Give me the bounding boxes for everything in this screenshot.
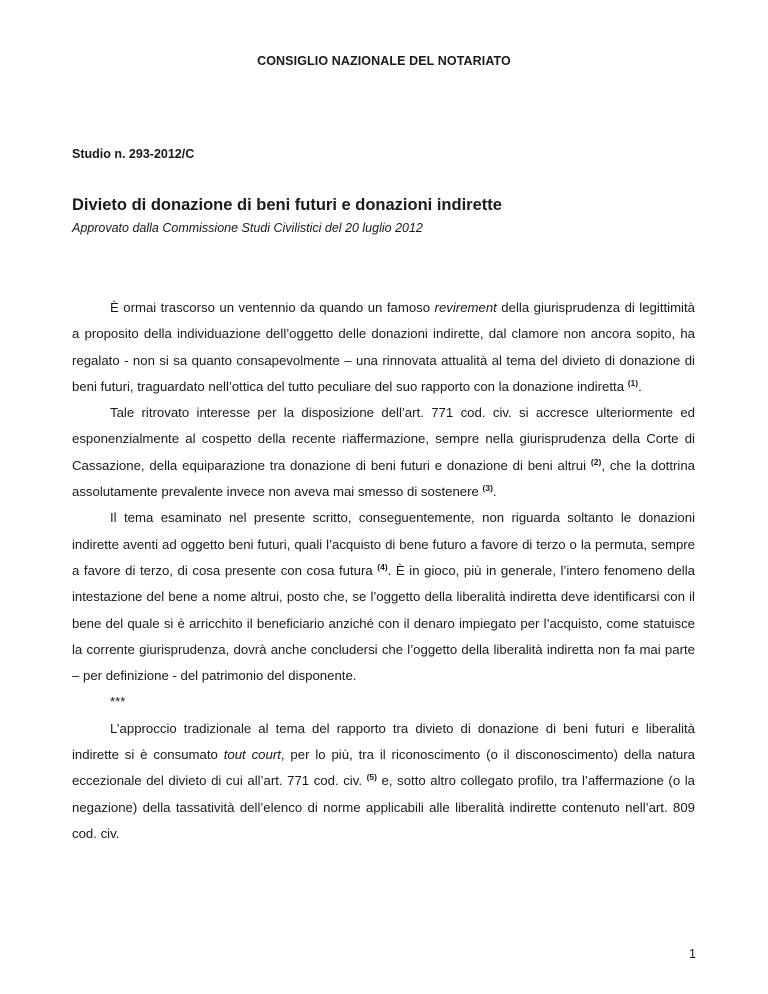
- paragraph-4: L’approccio tradizionale al tema del rapporto tra divieto di donazione di beni futuri e liberalità indirette si è consumato tout court, per lo più, tra il riconoscimento (o il disconoscimento) della natura eccezionale del divieto di cui all’art. 771 cod. civ. $^{(5)}$ e, sotto altro collegato profilo, tra l’affermazione (o la negazione) della tassatività dell’elenco di norme applicabili alle liberalità indirette contenuto nell’art. 809 cod. civ.: [72, 720, 695, 841]
- section-separator: ***: [110, 694, 126, 710]
- document-body: [72, 295, 695, 847]
- document-subtitle: Approvato dalla Commissione Studi Civilistici del 20 luglio 2012: [72, 221, 423, 235]
- footnote-ref[interactable]: (5): [366, 772, 377, 783]
- document-header: CONSIGLIO NAZIONALE DEL NOTARIATO: [257, 54, 511, 68]
- page-number: 1: [689, 947, 696, 961]
- footnote-ref[interactable]: (2): [590, 456, 602, 467]
- italic-term: tout court: [223, 747, 281, 763]
- paragraph-3: Il tema esaminato nel presente scritto, conseguentemente, non riguarda soltanto le donazioni indirette aventi ad oggetto beni futuri, quali l’acquisto di bene futuro a favore di terzo o la permuta, sempre a favore di terzo, di cosa presente con cosa futura $^{(4)}$. È in gioco, più in generale, l’intero fenomeno della intestazione del bene a nome altrui, posto che, se l’oggetto della liberalità indiretta deve identificarsi con il bene del quale si è arricchito il beneficiario anziché con il denaro impiegato per l’acquisto, come statuisce la corrente giurisprudenza, dovrà anche concludersi che l’oggetto della liberalità indiretta non fa mai parte – per definizione - del patrimonio del disponente.: [72, 510, 695, 684]
- footnote-ref[interactable]: (3): [482, 483, 493, 494]
- paragraph-1: È ormai trascorso un ventennio da quando un famoso revirement della giurisprudenza di legittimità a proposito della individuazione dell’oggetto delle donazioni indirette, dal clamore non ancora sopito, ha regalato - non si sa quanto consapevolmente – una rinnovata attualità al tema del divieto di donazione di beni futuri, traguardato nell’ottica del tutto peculiare del suo rapporto con la donazione indiretta $^{(1)}$.: [72, 300, 695, 394]
- paragraph-2: Tale ritrovato interesse per la disposizione dell’art. 771 cod. civ. si accresce ulteriormente ed esponenzialmente al cospetto della recente riaffermazione, sempre nella giurisprudenza della Corte di Cassazione, della equiparazione tra donazione di beni futuri e donazione di beni altrui $^{(2)}$, che la dottrina assolutamente prevalente invece non aveva mai smesso di sostenere $^{(3)}$.: [72, 405, 695, 500]
- italic-term: revirement: [434, 300, 497, 315]
- study-number: Studio n. 293-2012/C: [72, 147, 195, 161]
- document-title: Divieto di donazione di beni futuri e donazioni indirette: [72, 196, 502, 214]
- footnote-ref[interactable]: (1): [627, 377, 639, 388]
- footnote-ref[interactable]: (4): [377, 561, 388, 572]
